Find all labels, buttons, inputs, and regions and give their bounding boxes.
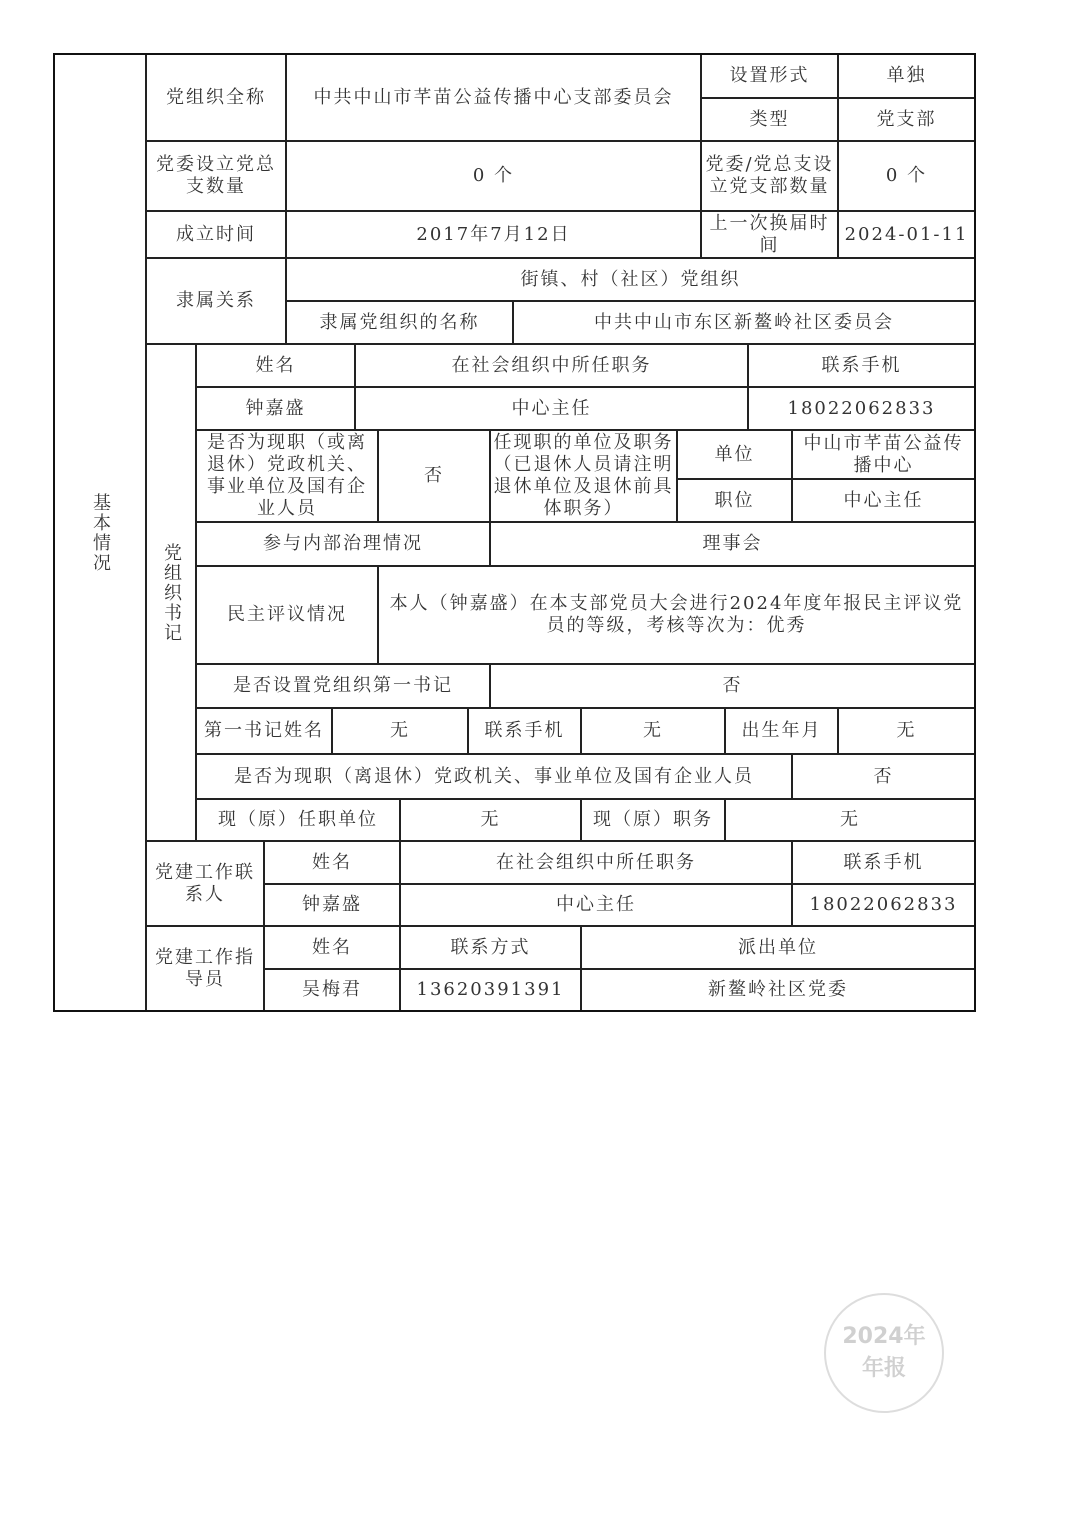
sec-is-official: 否 — [377, 429, 491, 523]
contact-position: 中心主任 — [399, 883, 793, 927]
branch-count: 0 个 — [285, 140, 702, 212]
sub-branch-count: 0 个 — [837, 140, 976, 212]
first-name: 无 — [331, 707, 469, 755]
type: 党支部 — [837, 97, 976, 142]
orig-unit-label: 现（原）任职单位 — [195, 798, 401, 842]
contact-name: 钟嘉盛 — [263, 883, 401, 927]
sec-unit-label: 单位 — [676, 429, 793, 480]
affiliation-label: 隶属关系 — [145, 257, 287, 345]
sec-name: 钟嘉盛 — [195, 386, 356, 431]
first-name-label: 第一书记姓名 — [195, 707, 333, 755]
first-sec: 否 — [489, 663, 976, 709]
stamp-line2: 年报 — [861, 1356, 906, 1381]
parent-name: 中共中山市东区新鳌岭社区委员会 — [512, 300, 976, 345]
instructor-contact-label: 联系方式 — [399, 925, 582, 970]
type-label: 类型 — [700, 97, 839, 142]
secretary-section-label: 党组织书记 — [161, 542, 182, 643]
first-official: 否 — [791, 753, 976, 800]
sec-position-label: 在社会组织中所任职务 — [354, 343, 749, 388]
sec-phone: 18022062833 — [747, 386, 976, 431]
setup-form: 单独 — [837, 53, 976, 99]
sec-job-label: 职位 — [676, 478, 793, 523]
last-election-label: 上一次换届时间 — [700, 210, 839, 259]
instructor-name: 吴梅君 — [263, 968, 401, 1012]
instructor-dispatch: 新鳌岭社区党委 — [580, 968, 976, 1012]
orig-job: 无 — [724, 798, 976, 842]
review: 本人（钟嘉盛）在本支部党员大会进行2024年度年报民主评议党员的等级，考核等次为：优秀 — [377, 565, 976, 665]
instructor-name-label: 姓名 — [263, 925, 401, 970]
contact-phone: 18022062833 — [791, 883, 976, 927]
stamp-line1: 2024年 — [842, 1324, 926, 1349]
secretary-section — [145, 343, 197, 842]
sec-unit: 中山市芊苗公益传播中心 — [791, 429, 976, 480]
sub-branch-label: 党委/党总支设立党支部数量 — [700, 140, 839, 212]
affiliation: 街镇、村（社区）党组织 — [285, 257, 976, 302]
sec-current-job-label: 任现职的单位及职务（已退休人员请注明退休单位及退休前具体职务） — [489, 429, 678, 523]
governance-label: 参与内部治理情况 — [195, 521, 491, 567]
contact-label: 党建工作联系人 — [145, 840, 265, 927]
governance: 理事会 — [489, 521, 976, 567]
birth: 无 — [837, 707, 976, 755]
sec-position: 中心主任 — [354, 386, 749, 431]
contact-position-label: 在社会组织中所任职务 — [399, 840, 793, 885]
instructor-dispatch-label: 派出单位 — [580, 925, 976, 970]
orig-unit: 无 — [399, 798, 582, 842]
sec-is-official-label: 是否为现职（或离退休）党政机关、事业单位及国有企业人员 — [195, 429, 379, 523]
birth-label: 出生年月 — [724, 707, 839, 755]
first-phone-label: 联系手机 — [467, 707, 582, 755]
branch-count-label: 党委设立党总支数量 — [145, 140, 287, 212]
review-label: 民主评议情况 — [195, 565, 379, 665]
org-full-name: 中共中山市芊苗公益传播中心支部委员会 — [285, 53, 702, 142]
org-full-name-label: 党组织全称 — [145, 53, 287, 142]
parent-name-label: 隶属党组织的名称 — [285, 300, 514, 345]
founded: 2017年7月12日 — [285, 210, 702, 259]
contact-phone-label: 联系手机 — [791, 840, 976, 885]
sec-name-label: 姓名 — [195, 343, 356, 388]
instructor-label: 党建工作指导员 — [145, 925, 265, 1012]
instructor-contact: 13620391391 — [399, 968, 582, 1012]
annual-report-stamp — [824, 1293, 944, 1413]
sec-job: 中心主任 — [791, 478, 976, 523]
contact-name-label: 姓名 — [263, 840, 401, 885]
last-election: 2024-01-11 — [837, 210, 976, 259]
setup-form-label: 设置形式 — [700, 53, 839, 99]
section-label: 基本情况 — [90, 492, 111, 573]
first-official-label: 是否为现职（离退休）党政机关、事业单位及国有企业人员 — [195, 753, 793, 800]
sec-phone-label: 联系手机 — [747, 343, 976, 388]
first-phone: 无 — [580, 707, 726, 755]
orig-job-label: 现（原）职务 — [580, 798, 726, 842]
section-basic-info — [53, 53, 147, 1012]
first-sec-label: 是否设置党组织第一书记 — [195, 663, 491, 709]
founded-label: 成立时间 — [145, 210, 287, 259]
